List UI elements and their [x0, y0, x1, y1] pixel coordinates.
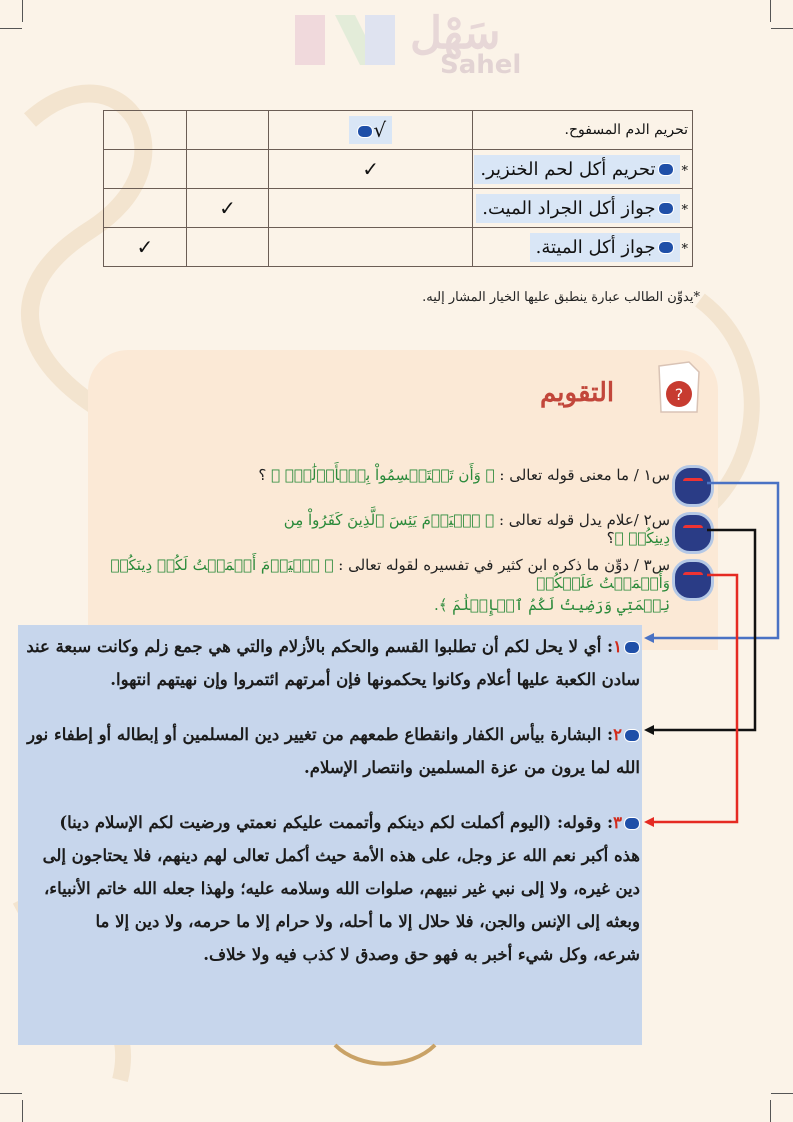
answer-text: الله لما يرون من عزة المسلمين وانتصار الإسلام.	[304, 758, 640, 777]
answer-number: ٢	[613, 725, 622, 744]
check-mark: ✓	[219, 196, 236, 220]
evaluation-title: التقويم	[540, 378, 615, 408]
logo-latin-text: Sahel	[440, 50, 522, 80]
arrow-question-1	[652, 483, 778, 638]
quran-verse: ﴿ وَأَن تَسۡتَقۡسِمُواْ بِٱلۡأَزۡلَٰمِۚ ﴾	[271, 466, 495, 484]
arrow-question-3	[652, 575, 737, 822]
check-mark: ✓	[136, 235, 154, 259]
answer-text: سادن الكعبة عليها أعلام وكانوا يحكمونها فإن أمرتهم ائتمروا وإن نهيتهم انتهوا.	[110, 670, 640, 689]
question-text: س٢ /علام يدل قوله تعالى :	[494, 511, 670, 529]
page-number-ornament	[330, 1040, 440, 1070]
question-text: ؟	[258, 466, 272, 484]
question-text: ؟	[606, 529, 615, 547]
quran-verse: ﴿ ٱلۡيَوۡمَ يَئِسَ ٱلَّذِينَ كَفَرُواْ مِن دِينِكُمۡ ﴾	[283, 511, 670, 547]
check-mark: ✓	[362, 157, 380, 181]
check-mark: √	[373, 118, 387, 142]
quran-verse: ﴿ ٱلۡيَوۡمَ أَكۡمَلۡتُ لَكُمۡ دِينَكُمۡ وَأَتۡمَمۡتُ عَلَيۡكُمۡ	[110, 556, 670, 592]
star-mark: *	[681, 163, 688, 179]
answer-text: : أي لا يحل لكم أن تطلبوا القسم والحكم بالأزلام والتي هي جمع زلم وكانت سبعة عند	[26, 637, 614, 656]
star-mark: *	[681, 241, 688, 257]
answer-text: : البشارة بيأس الكفار وانقطاع طمعهم من تغيير دين المسلمين أو إبطاله أو إطفاء نور	[27, 725, 614, 744]
answer-text: وبعثه إلى الإنس والجن، فلا حلال إلا ما أحله، ولا حرام إلا ما حرمه، ولا دين إلا ما	[95, 912, 640, 931]
star-mark: *	[681, 202, 688, 218]
question-text: س١ / ما معنى قوله تعالى :	[494, 466, 670, 484]
question-text: س٣ / دوِّن ما ذكره ابن كثير في تفسيره لقوله تعالى :	[333, 556, 670, 574]
answer-text: هذه أكبر نعم الله عز وجل، على هذه الأمة حيث أكمل تعالى لهم دينهم، فلا يحتاجون إلى	[42, 846, 640, 865]
arrow-head-3	[644, 817, 654, 827]
statement-text: تحريم الدم المسفوح.	[564, 122, 688, 138]
arrow-head-1	[644, 633, 654, 643]
answer-text: دين غيره، ولا إلى نبي غير نبيهم، صلوات الله وسلامه عليه؛ ولهذا جعله الله خاتم الأنبياء،	[43, 879, 640, 898]
statement-text: جواز أكل الميتة.	[535, 236, 656, 258]
logo-arabic-text: سَهْل	[410, 8, 501, 59]
svg-text:?: ?	[674, 385, 684, 404]
answer-text: : وقوله: (اليوم أكملت لكم دينكم وأتممت عليكم نعمتي ورضيت لكم الإسلام دينا)	[59, 813, 614, 832]
answer-text: شرعه، وكل شيء أخبر به فهو حق وصدق لا كذب فيه ولا خلاف.	[203, 945, 640, 964]
question-3-verse-continued: نِعۡمَتِي وَرَضِيتُ لَكُمُ ٱلۡإِسۡلَٰمَ ﴾.	[433, 596, 670, 614]
answer-number: ٣	[613, 813, 622, 832]
statement-text: تحريم أكل لحم الخنزير.	[480, 158, 656, 180]
statement-text: جواز أكل الجراد الميت.	[482, 197, 656, 219]
footnote: *يدوِّن الطالب عبارة ينطبق عليها الخيار المشار إليه.	[422, 290, 700, 305]
answer-number: ١	[613, 637, 622, 656]
arrow-head-2	[644, 725, 654, 735]
arrow-question-2	[652, 530, 755, 730]
